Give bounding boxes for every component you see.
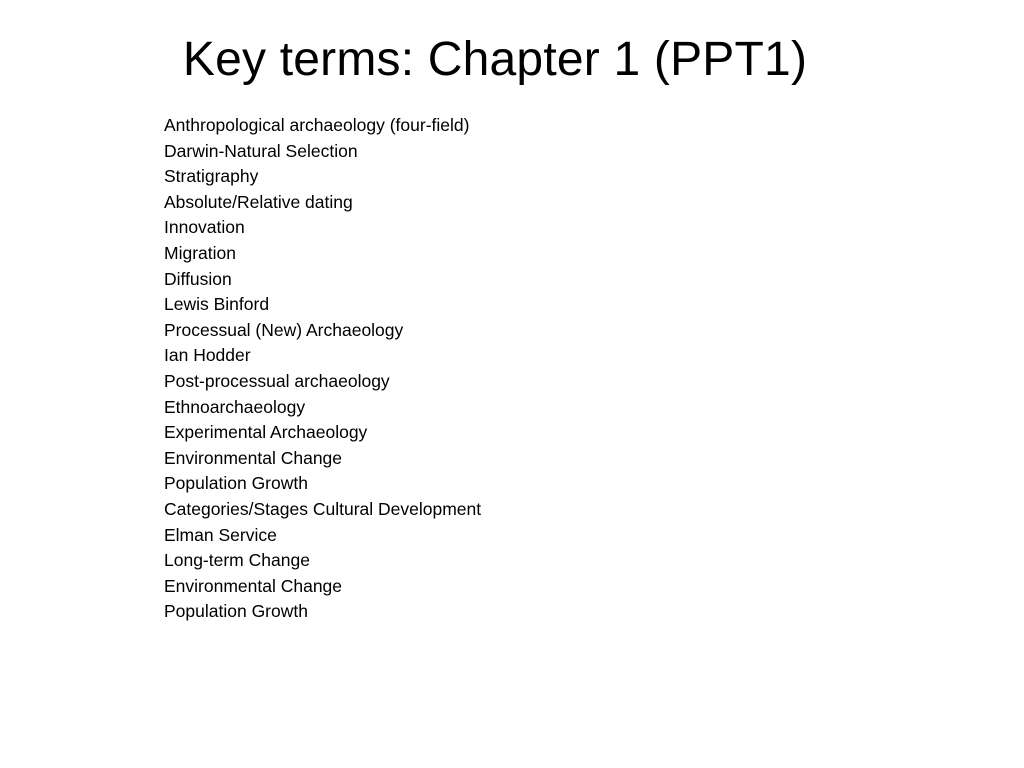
- list-item: Population Growth: [164, 473, 308, 494]
- list-item: Innovation: [164, 217, 245, 238]
- list-item: Experimental Archaeology: [164, 422, 368, 443]
- list-item: Lewis Binford: [164, 294, 270, 315]
- list-item: Population Growth: [164, 601, 308, 622]
- list-item: Stratigraphy: [164, 166, 259, 187]
- list-item: Environmental Change: [164, 447, 343, 468]
- list-item: Ethnoarchaeology: [164, 396, 306, 417]
- list-item: Environmental Change: [164, 575, 343, 596]
- list-item: Migration: [164, 242, 236, 263]
- list-item: Post-processual archaeology: [164, 370, 390, 391]
- list-item: Long-term Change: [164, 550, 310, 571]
- key-terms-list: [164, 113, 481, 625]
- list-item: Processual (New) Archaeology: [164, 319, 404, 340]
- list-item: Absolute/Relative dating: [164, 191, 353, 212]
- list-item: Diffusion: [164, 268, 232, 289]
- list-item: Anthropological archaeology (four-field): [164, 115, 470, 135]
- list-item: Categories/Stages Cultural Development: [164, 498, 482, 519]
- slide-title: Key terms: Chapter 1 (PPT1): [182, 33, 808, 86]
- list-item: Ian Hodder: [164, 345, 251, 366]
- list-item: Darwin-Natural Selection: [164, 140, 358, 161]
- list-item: Elman Service: [164, 524, 277, 545]
